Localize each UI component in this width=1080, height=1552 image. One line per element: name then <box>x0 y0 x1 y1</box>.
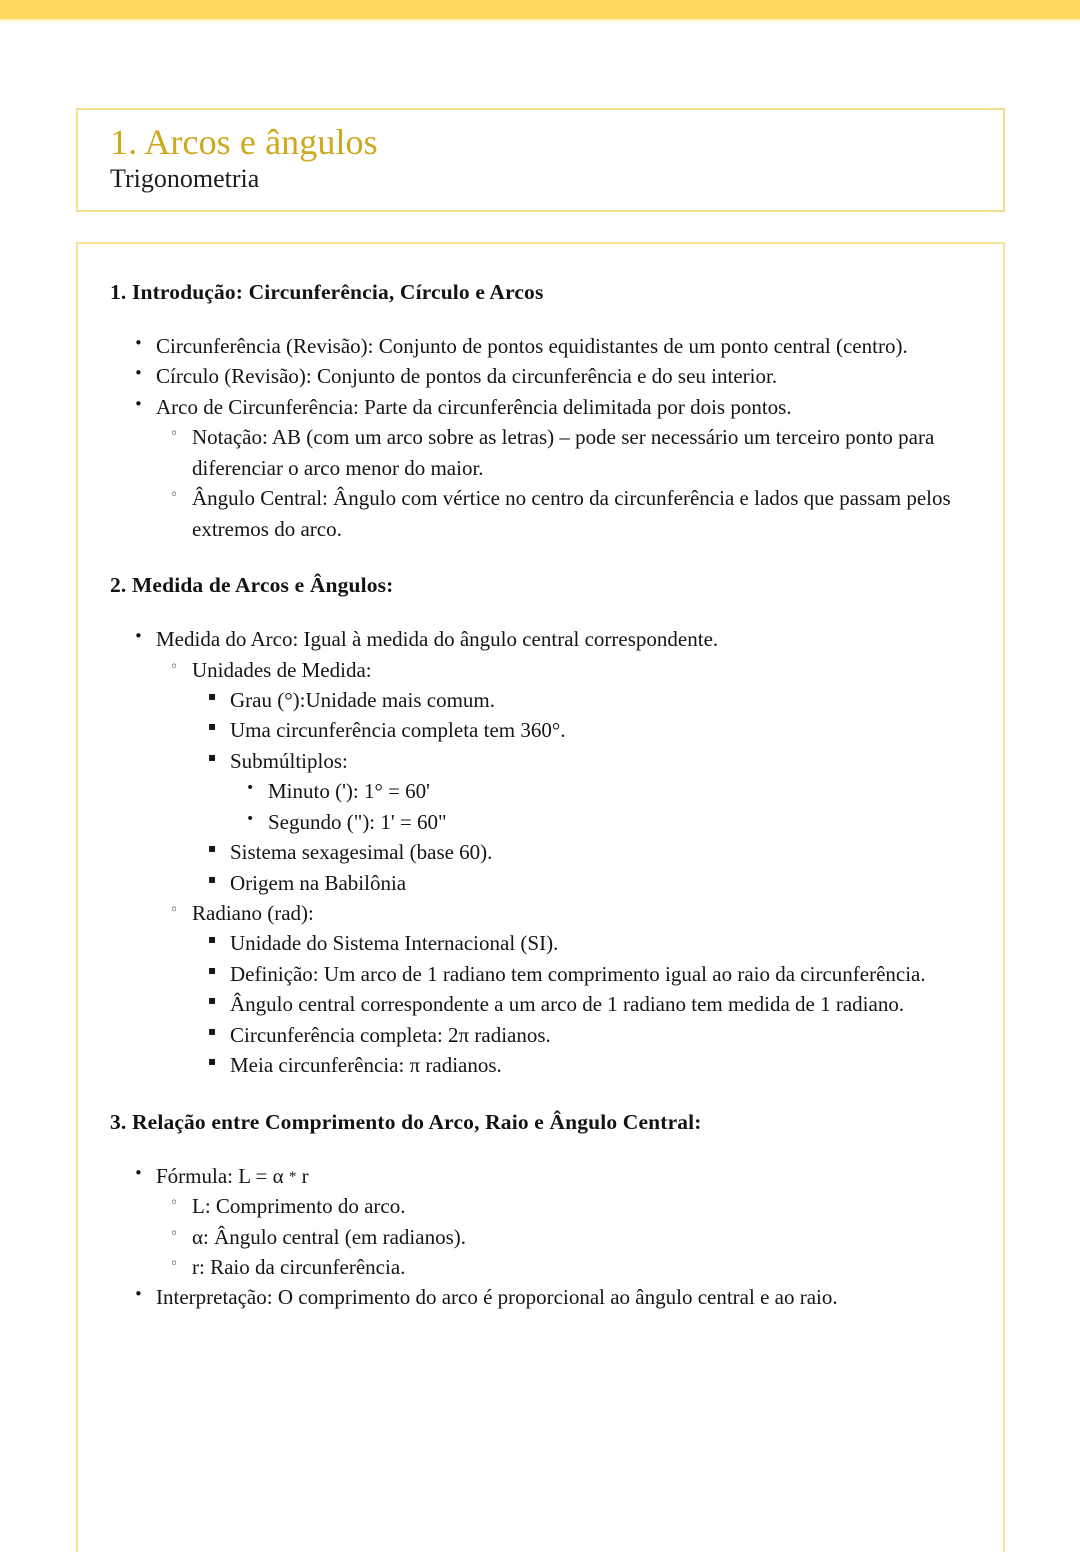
bullet-marker-icon: ▪ <box>208 932 217 947</box>
list-item-text: Sistema sexagesimal (base 60). <box>230 840 493 865</box>
bullet-marker-icon: ▪ <box>208 749 217 764</box>
list-item-text: Círculo (Revisão): Conjunto de pontos da circunferência e do seu interior. <box>156 364 778 389</box>
list-item <box>126 1282 975 1312</box>
bullet-marker-icon: ▪ <box>208 1023 217 1038</box>
list-item-text: Submúltiplos: <box>230 748 348 773</box>
list-item-text: Circunferência completa: 2π radianos. <box>230 1022 551 1047</box>
bullet-marker-icon: • <box>134 1285 143 1304</box>
list-item <box>162 655 975 685</box>
bullet-marker-icon: ▪ <box>208 1054 217 1069</box>
bullet-list-level-2 <box>162 655 975 1081</box>
list-item-text: Medida do Arco: Igual à medida do ângulo central correspondente. <box>156 627 719 652</box>
bullet-list-level-3 <box>200 928 975 1080</box>
list-item <box>126 1161 975 1191</box>
list-item-text: Ângulo Central: Ângulo com vértice no centro da circunferência e lados que passam pelos extremos do arco. <box>192 486 951 541</box>
list-item-text: Uma circunferência completa tem 360°. <box>230 718 566 743</box>
section-spacer <box>110 608 975 624</box>
bullet-list-level-1 <box>126 624 975 1081</box>
list-item-text: r: Raio da circunferência. <box>192 1254 406 1279</box>
bullet-marker-icon: ◦ <box>170 658 179 675</box>
bullet-list-level-1 <box>126 1161 975 1313</box>
list-item <box>200 868 975 898</box>
list-item <box>162 898 975 928</box>
bullet-marker-icon: ◦ <box>170 1195 179 1212</box>
top-accent-bar <box>0 0 1080 19</box>
page-subtitle: Trigonometria <box>110 163 260 193</box>
list-item <box>200 685 975 715</box>
list-item <box>238 807 975 837</box>
section-spacer <box>110 315 975 331</box>
bullet-marker-icon: • <box>134 334 143 353</box>
list-item-text: Minuto ('): 1° = 60' <box>268 779 430 804</box>
bullet-list-level-4 <box>238 776 975 837</box>
title-card <box>76 108 1005 212</box>
list-item <box>200 1050 975 1080</box>
bullet-marker-icon: ◦ <box>170 902 179 919</box>
list-item <box>200 989 975 1019</box>
list-item <box>162 422 975 483</box>
section-heading: 3. Relação entre Comprimento do Arco, Raio e Ângulo Central: <box>110 1109 702 1134</box>
bullet-marker-icon: ◦ <box>170 1255 179 1272</box>
bullet-marker-icon: ◦ <box>170 1225 179 1242</box>
list-item-text: Unidade do Sistema Internacional (SI). <box>230 931 559 956</box>
section-heading: 1. Introdução: Circunferência, Círculo e Arcos <box>110 280 544 304</box>
content-section <box>110 571 975 1081</box>
list-item <box>162 1252 975 1282</box>
list-item <box>238 776 975 806</box>
content-section <box>110 1108 975 1313</box>
bullet-marker-icon: ▪ <box>208 871 217 886</box>
bullet-marker-icon: • <box>134 627 143 646</box>
bullet-marker-icon: ▪ <box>208 688 217 703</box>
list-item-text: Grau (°):Unidade mais comum. <box>230 687 495 712</box>
bullet-marker-icon: • <box>246 780 255 797</box>
bullet-marker-icon: • <box>134 394 143 413</box>
section-spacer <box>110 1145 975 1161</box>
bullet-marker-icon: • <box>134 364 143 383</box>
page-title: 1. Arcos e ângulos <box>110 122 378 162</box>
bullet-marker-icon: ▪ <box>208 962 217 977</box>
list-item <box>126 331 975 361</box>
bullet-marker-icon: ◦ <box>170 487 179 504</box>
bullet-list-level-2 <box>162 1191 975 1282</box>
list-item-text: Ângulo central correspondente a um arco de 1 radiano tem medida de 1 radiano. <box>230 992 905 1017</box>
list-item-text: Unidades de Medida: <box>192 657 372 682</box>
list-item-text: Segundo ("): 1' = 60" <box>268 809 447 834</box>
list-item-text: Circunferência (Revisão): Conjunto de pontos equidistantes de um ponto central (centro). <box>156 334 908 359</box>
content-card <box>76 242 1005 1552</box>
bullet-marker-icon: • <box>134 1163 143 1182</box>
bullet-list-level-3 <box>200 685 975 898</box>
bullet-marker-icon: • <box>246 810 255 827</box>
content-body <box>78 244 1003 1313</box>
list-item-text: Origem na Babilônia <box>230 870 407 895</box>
list-item <box>126 361 975 391</box>
bullet-list-level-2 <box>162 422 975 544</box>
list-item <box>126 624 975 654</box>
bullet-list-level-1 <box>126 331 975 544</box>
bullet-marker-icon: ▪ <box>208 719 217 734</box>
bullet-marker-icon: ▪ <box>208 993 217 1008</box>
list-item-text: Interpretação: O comprimento do arco é proporcional ao ângulo central e ao raio. <box>156 1285 838 1310</box>
list-item <box>126 392 975 422</box>
list-item-text: Notação: AB (com um arco sobre as letras) – pode ser necessário um terceiro ponto para diferenciar o arco menor do maior. <box>192 425 935 480</box>
section-heading: 2. Medida de Arcos e Ângulos: <box>110 573 394 598</box>
list-item-text: L: Comprimento do arco. <box>192 1194 406 1219</box>
list-item-text: Definição: Um arco de 1 radiano tem comprimento igual ao raio da circunferência. <box>230 961 926 986</box>
list-item-text: Fórmula: L = α * r <box>156 1163 309 1188</box>
list-item <box>200 715 975 745</box>
list-item <box>200 1020 975 1050</box>
list-item <box>200 928 975 958</box>
list-item <box>162 1222 975 1252</box>
content-section <box>110 278 975 544</box>
list-item-text: Meia circunferência: π radianos. <box>230 1053 502 1078</box>
bullet-marker-icon: ◦ <box>170 426 179 443</box>
list-item-text: Arco de Circunferência: Parte da circunferência delimitada por dois pontos. <box>156 394 792 419</box>
title-card-content <box>78 110 1003 194</box>
list-item <box>162 1191 975 1221</box>
top-accent-bar-fade <box>0 19 1080 23</box>
list-item <box>200 837 975 867</box>
bullet-marker-icon: ▪ <box>208 841 217 856</box>
list-item <box>200 959 975 989</box>
list-item <box>162 483 975 544</box>
formula-asterisk: * <box>288 1168 297 1185</box>
list-item-text: α: Ângulo central (em radianos). <box>192 1224 466 1249</box>
list-item-text: Radiano (rad): <box>192 901 314 926</box>
list-item <box>200 746 975 776</box>
